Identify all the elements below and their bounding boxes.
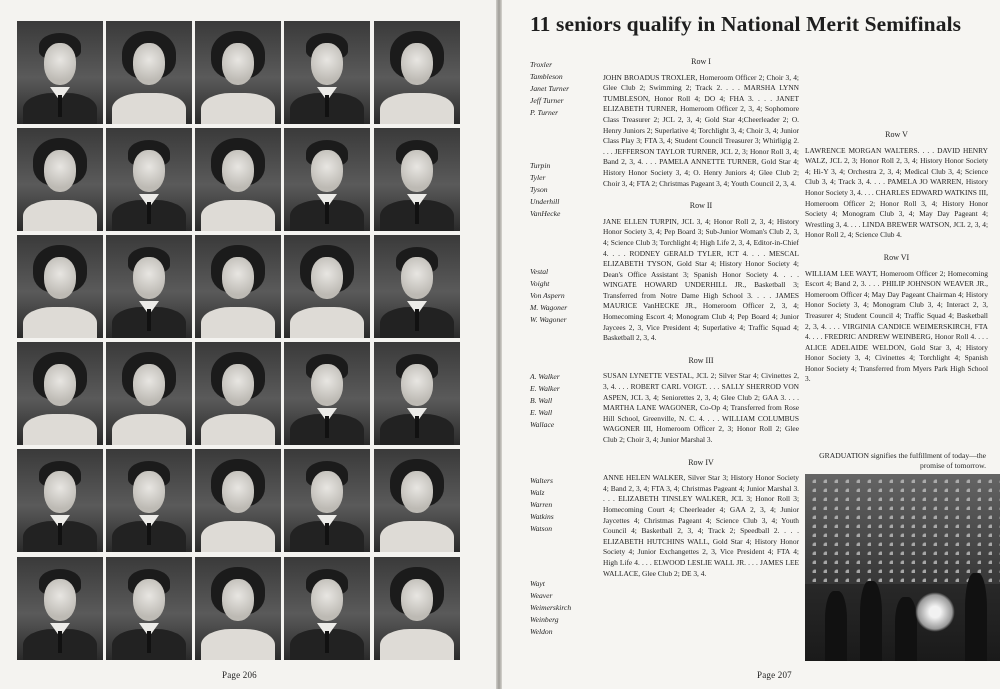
portrait-face bbox=[44, 150, 76, 192]
name-entry: VanHecke bbox=[530, 209, 561, 218]
senior-portrait bbox=[284, 21, 370, 124]
senior-portrait bbox=[106, 21, 192, 124]
portrait-body bbox=[201, 307, 275, 338]
senior-portrait bbox=[374, 128, 460, 231]
graduate-figure bbox=[860, 581, 882, 661]
portrait-face bbox=[222, 579, 254, 621]
portrait-face bbox=[311, 150, 343, 192]
row-heading: Row III bbox=[688, 355, 714, 365]
name-entry: Voight bbox=[530, 279, 550, 288]
portrait-face bbox=[133, 43, 165, 85]
portrait-face bbox=[133, 257, 165, 299]
portrait-tie bbox=[147, 202, 151, 224]
graduates-crowd bbox=[805, 474, 1000, 584]
portrait-face bbox=[311, 257, 343, 299]
row-bio-text: JANE ELLEN TURPIN, JCL 3, 4; Honor Roll 2, 3, 4; History Honor Society 3, 4; Pep Board 3; Sub-Junior Woman's Club 2, 3, 4; Science Club 3; Torchlight 4; High Life 2, 3, 4, Editor-in-Chief 4. . . . RODNEY GERALD TYLER, ICT 4. . . . MESCAL ELIZABETH TYSON, Gold Star 4; History Honor Society 4; Dean's Office Assistant 3; Spanish Honor Society 4. . . . WINGATE HOWARD UNDERHILL JR., Basketball 3; Transferred from Notre Dame High School 3. . . . JAMES MAURICE VanHECKE JR., Homeroom Officer 2, 3, 4; Homecoming Escort 4; Monogram Club 4; Pep Board 4; Junior Jaycees 2, 3, Vice President 4; Superlative 4; Traffic Squad 4; Basketball 2, 3, 4. bbox=[603, 216, 799, 343]
senior-portrait bbox=[195, 21, 281, 124]
name-entry: Von Aspern bbox=[530, 291, 565, 300]
senior-portrait bbox=[374, 342, 460, 445]
graduate-figure bbox=[965, 573, 987, 661]
senior-portrait bbox=[106, 128, 192, 231]
senior-portrait bbox=[106, 235, 192, 338]
name-entry: Weaver bbox=[530, 591, 553, 600]
portrait-face bbox=[133, 150, 165, 192]
portrait-tie bbox=[58, 631, 62, 653]
name-entry: A. Walker bbox=[530, 372, 560, 381]
name-entry: Turpin bbox=[530, 161, 551, 170]
name-entry: B. Wall bbox=[530, 396, 553, 405]
senior-portrait bbox=[374, 21, 460, 124]
right-page-number: Page 207 bbox=[757, 670, 792, 680]
senior-portrait bbox=[284, 235, 370, 338]
portrait-face bbox=[401, 43, 433, 85]
name-entry: Underhill bbox=[530, 197, 560, 206]
row-bio-text: SUSAN LYNETTE VESTAL, JCL 2; Silver Star 4; Civinettes 2, 3, 4. . . . ROBERT CARL VOIGT. . . . SALLY SHERROD VON ASPEN, JCL 3, 4; Seniorettes 2, 3, 4; Glee Club 2; GAA 3. . . . MARTHA LANE WAGONER, Co-Op 4; Transferred from Rose Hill School, Greenville, N. C. 4. . . . WILLIAM COLUMBUS WAGONER III, Homeroom Officer 2, 3; Honor Roll 2; Glee Club 2; Choir 3, 4; Junior Marshal 3. bbox=[603, 371, 799, 444]
portrait-face bbox=[44, 364, 76, 406]
senior-portrait bbox=[106, 449, 192, 552]
page-headline: 11 seniors qualify in National Merit Semifinals bbox=[530, 12, 962, 36]
name-entry: W. Wagoner bbox=[530, 315, 567, 324]
senior-portrait bbox=[17, 342, 103, 445]
portrait-tie bbox=[147, 523, 151, 545]
name-group-row-1 bbox=[530, 59, 602, 119]
portrait-body bbox=[201, 200, 275, 231]
name-entry: Watson bbox=[530, 524, 553, 533]
senior-portrait bbox=[374, 557, 460, 660]
portrait-tie bbox=[147, 309, 151, 331]
portrait-body bbox=[23, 307, 97, 338]
portrait-face bbox=[222, 471, 254, 513]
name-entry: Jeff Turner bbox=[530, 96, 564, 105]
portrait-face bbox=[311, 43, 343, 85]
senior-portrait bbox=[284, 128, 370, 231]
name-entry: Troxler bbox=[530, 60, 553, 69]
portrait-face bbox=[222, 257, 254, 299]
portrait-face bbox=[401, 257, 433, 299]
portrait-face bbox=[401, 150, 433, 192]
bio-column-right bbox=[805, 130, 988, 385]
senior-portrait bbox=[195, 342, 281, 445]
name-entry: Vestal bbox=[530, 267, 549, 276]
portrait-face bbox=[44, 43, 76, 85]
graduation-photo bbox=[805, 474, 1000, 661]
portrait-face bbox=[222, 364, 254, 406]
portrait-body bbox=[23, 200, 97, 231]
senior-portrait bbox=[106, 342, 192, 445]
row-bio-text: ANNE HELEN WALKER, Silver Star 3; History Honor Society 4; Band 2, 3, 4; FTA 3, 4; Christmas Pageant 4; Junior Marshal 3. . . . ELIZABETH TINSLEY WALKER, JCL 3; Honor Roll 3; Homecoming Court 4; Cheerleader 4; GAA 2, 3, 4; Junior Jaycettes 4; Christmas Pageant 4; Science Club 3, 4; Youth Council 4; Basketball 2, 3, 4; Track 2; Speedball 2. . . . ELIZABETH HUTCHINS WALL, Gold Star 4; History Honor Society 4; Junior Exchangettes 2, 3, Vice President 4; FTA 4; High Life 4. . . . ELWOOD LESLIE WALL JR. . . . JAMES LEE WALLACE, Glee Club 2; DE 3, 4. bbox=[603, 473, 799, 578]
right-page bbox=[502, 0, 1000, 689]
name-group-row-2 bbox=[530, 160, 602, 220]
graduate-figure bbox=[895, 597, 917, 661]
portrait-body bbox=[201, 521, 275, 552]
portrait-face bbox=[311, 579, 343, 621]
portrait-body bbox=[23, 414, 97, 445]
portrait-face bbox=[133, 579, 165, 621]
row-bio-text: LAWRENCE MORGAN WALTERS. . . . DAVID HENRY WALZ, JCL 2, 3; Honor Roll 2, 3, 4; History Honor Society 4; Hi-Y 3, 4; Orchestra 2, 3, 4; Medical Club 3, 4; Science Club 3, 4; Track 3, 4. . . . PAMELA JO WARREN, History Honor Society 3, 4. . . . CHARLES EDWARD WATKINS III, Homeroom Officer 2; Honor Roll 3, 4; History Honor Society 4; Monogram Club 3, 4; May Day Pageant 4; Wrestling 3, 4. . . . LINDA BREWER WATSON, JCL 2, 3, 4; Honor Roll 2, 4; Science Club 4. bbox=[805, 145, 988, 240]
portrait-body bbox=[201, 93, 275, 124]
portrait-face bbox=[44, 471, 76, 513]
senior-portrait bbox=[374, 235, 460, 338]
name-entry: Walz bbox=[530, 488, 545, 497]
name-entry: E. Walker bbox=[530, 384, 560, 393]
name-entry: Wallace bbox=[530, 420, 555, 429]
name-entry: Weldon bbox=[530, 627, 553, 636]
portrait-face bbox=[133, 364, 165, 406]
senior-portrait bbox=[17, 235, 103, 338]
name-entry: Weimerskirch bbox=[530, 603, 572, 612]
left-page-number: Page 206 bbox=[222, 670, 257, 680]
senior-portrait bbox=[284, 557, 370, 660]
portrait-face bbox=[222, 43, 254, 85]
senior-portrait bbox=[284, 342, 370, 445]
senior-portrait bbox=[195, 128, 281, 231]
name-entry: Watkins bbox=[530, 512, 554, 521]
name-entry: Walters bbox=[530, 476, 553, 485]
portrait-body bbox=[112, 414, 186, 445]
senior-portrait bbox=[106, 557, 192, 660]
senior-photo-grid bbox=[17, 21, 460, 662]
senior-portrait bbox=[17, 128, 103, 231]
name-group-row-4 bbox=[530, 371, 602, 431]
row-heading: Row V bbox=[885, 130, 908, 139]
portrait-body bbox=[201, 414, 275, 445]
name-entry: Janet Turner bbox=[530, 84, 570, 93]
name-entry: Weinberg bbox=[530, 615, 559, 624]
bio-column-middle bbox=[603, 57, 799, 579]
senior-portrait bbox=[195, 557, 281, 660]
portrait-tie bbox=[415, 309, 419, 331]
row-heading: Row VI bbox=[883, 252, 910, 262]
row-heading: Row I bbox=[691, 57, 711, 66]
row-bio-text: JOHN BROADUS TROXLER, Homeroom Officer 2; Choir 3, 4; Glee Club 2; Swimming 2; Track 2. . . . MARSHA LYNN TUMBLESON, Honor Roll 4; DO 4; FHA 3. . . . JANET ELIZABETH TURNER, Homeroom Officer 2, 3, 4; Sophomore Class Treasurer 2; JCL 2, 3, 4; Gold Star 4;Cheerleader 2; O. Henry Juniors 2; Superlative 4; Torchlight 3, 4; Choir 3, 4; Junior Class Play 3; FTA 3, 4; Student Council Treasurer 3; Whirligig 2. . . . JEFFERSON TAYLOR TURNER, JCL 2, 3; Honor Roll 3, 4; Band 2, 3, 4. . . . PAMELA ANNETTE TURNER, Gold Star 4; History Honor Society 3, 4; O. Henry Juniors 4; Glee Club 2; Choir 3, 4; FTA 2; Christmas Pageant 3, 4; Youth Council 2, 3, 4. bbox=[603, 72, 799, 188]
senior-portrait bbox=[195, 235, 281, 338]
name-group-row-3 bbox=[530, 266, 602, 326]
portrait-face bbox=[401, 471, 433, 513]
portrait-face bbox=[401, 364, 433, 406]
portrait-face bbox=[44, 257, 76, 299]
portrait-tie bbox=[325, 416, 329, 438]
portrait-tie bbox=[415, 416, 419, 438]
portrait-body bbox=[380, 521, 454, 552]
portrait-tie bbox=[325, 202, 329, 224]
row-heading: Row IV bbox=[688, 457, 714, 467]
portrait-tie bbox=[325, 95, 329, 117]
senior-portrait bbox=[195, 449, 281, 552]
flower-arrangement bbox=[915, 592, 955, 632]
name-entry: E. Wall bbox=[530, 408, 553, 417]
name-entry: M. Wagoner bbox=[530, 303, 568, 312]
portrait-face bbox=[311, 471, 343, 513]
name-group-row-5 bbox=[530, 475, 602, 535]
senior-portrait bbox=[17, 21, 103, 124]
senior-portrait bbox=[17, 449, 103, 552]
senior-portrait bbox=[17, 557, 103, 660]
graduation-photo-caption: GRADUATION signifies the fulfillment of today—the promise of tomorrow. bbox=[819, 451, 986, 470]
name-entry: Tambleson bbox=[530, 72, 563, 81]
name-group-row-6 bbox=[530, 578, 602, 638]
row-heading: Row II bbox=[689, 201, 713, 211]
portrait-tie bbox=[58, 95, 62, 117]
portrait-body bbox=[201, 629, 275, 660]
portrait-body bbox=[380, 93, 454, 124]
portrait-tie bbox=[415, 202, 419, 224]
portrait-body bbox=[290, 307, 364, 338]
name-entry: Tyler bbox=[530, 173, 546, 182]
portrait-tie bbox=[58, 523, 62, 545]
portrait-body bbox=[112, 93, 186, 124]
portrait-tie bbox=[325, 631, 329, 653]
row-bio-text: WILLIAM LEE WAYT, Homeroom Officer 2; Homecoming Escort 4; Band 2, 3. . . . PHILIP JOHNSON WEAVER JR., Homeroom Officer 4; May Day Pageant Chairman 4; History Honor Society 3, 4; Monogram Club 3, 4; Interact 2, 3, Treasurer 4; Student Council 4; Traffic Squad 4; Basketball 2, 3, 4. . . . VIRGINIA CANDICE WEIMERSKIRCH, FTA 4. . . . FREDRIC ANDREW WEINBERG, Honor Roll 4. . . . ALICE ADELAIDE WELDON, Gold Star 3, 4; History Honor Society 3, 4; Civinettes 4; Torchlight 4; Spanish Honor Society 4; Transferred from Myers Park High School 3. bbox=[805, 268, 988, 384]
portrait-face bbox=[222, 150, 254, 192]
portrait-face bbox=[133, 471, 165, 513]
portrait-body bbox=[380, 629, 454, 660]
portrait-face bbox=[44, 579, 76, 621]
portrait-face bbox=[311, 364, 343, 406]
left-page bbox=[0, 0, 496, 689]
senior-portrait bbox=[374, 449, 460, 552]
name-entry: Tyson bbox=[530, 185, 548, 194]
senior-portrait bbox=[284, 449, 370, 552]
name-entry: Wayt bbox=[530, 579, 545, 588]
portrait-face bbox=[401, 579, 433, 621]
graduate-figure bbox=[825, 591, 847, 661]
name-entry: P. Turner bbox=[530, 108, 559, 117]
portrait-tie bbox=[325, 523, 329, 545]
name-entry: Warren bbox=[530, 500, 553, 509]
portrait-tie bbox=[147, 631, 151, 653]
